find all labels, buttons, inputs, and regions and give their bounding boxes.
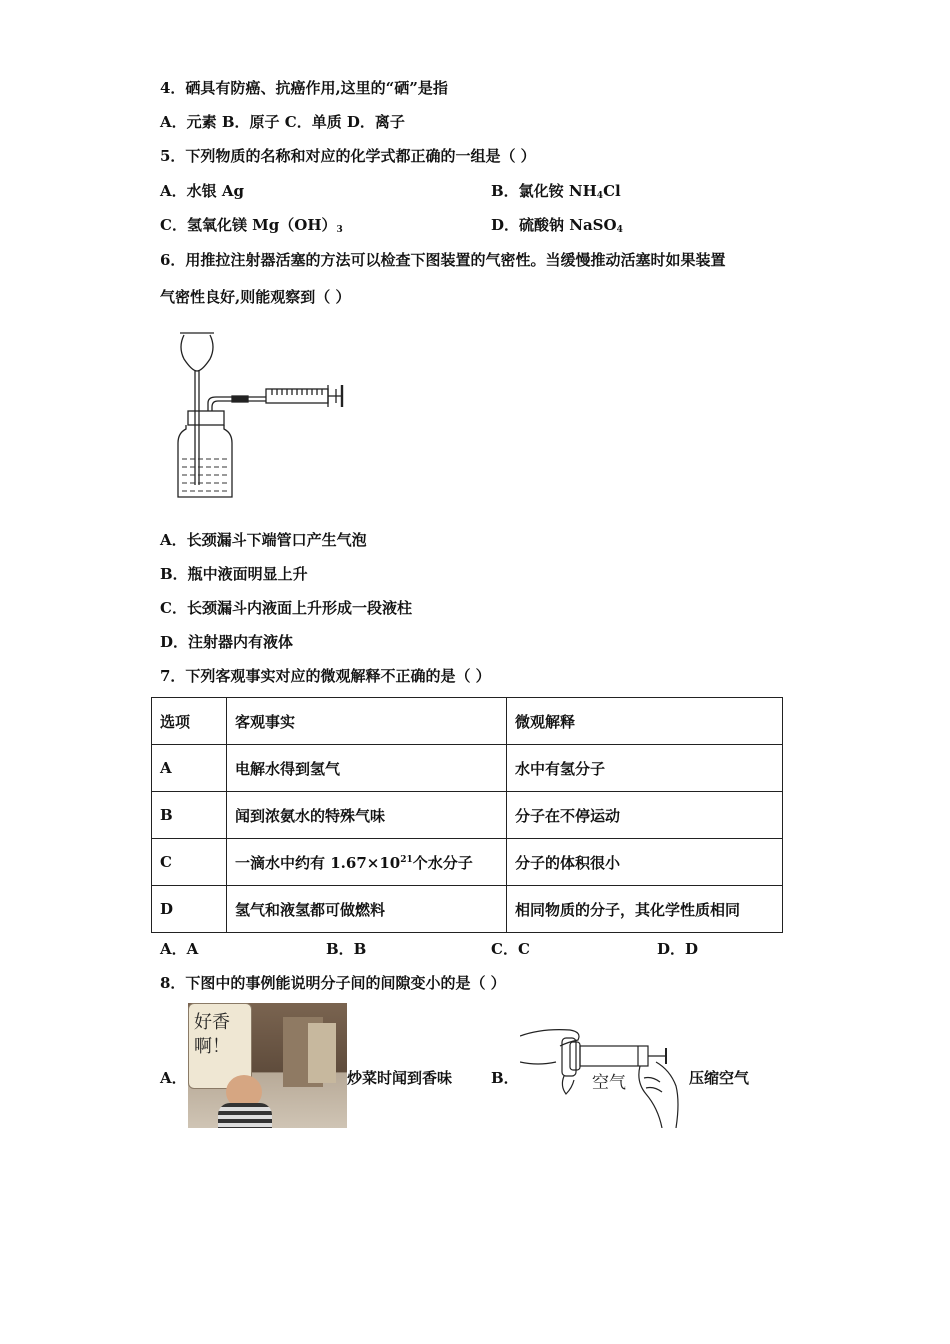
row-explanation: 分子的体积很小	[507, 839, 783, 886]
q6-option-b: B．瓶中液面明显上升	[160, 565, 308, 583]
q7-answer-a: A．A	[160, 940, 199, 958]
q8-option-a-text: 炒菜时闻到香味	[347, 1069, 453, 1087]
cooking-smell-photo	[188, 1003, 347, 1128]
q4-stem: 4．硒具有防癌、抗癌作用,这里的“硒”是指	[160, 79, 448, 97]
q7-table	[151, 697, 783, 933]
row-explanation: 水中有氢分子	[507, 745, 783, 792]
baby-shirt	[218, 1103, 272, 1128]
row-explanation: 分子在不停运动	[507, 792, 783, 839]
speech-bubble-text: 好香啊！	[194, 1012, 230, 1057]
q7-answer-b: B．B	[326, 940, 367, 958]
header-explanation: 微观解释	[507, 698, 783, 745]
q8-option-b-text: 压缩空气	[689, 1069, 750, 1087]
q6-stem-line2: 气密性良好,则能观察到（ ）	[160, 288, 351, 306]
row-fact: 闻到浓氨水的特殊气味	[227, 792, 507, 839]
q8-option-b-label: B．	[491, 1069, 519, 1087]
q4-options: A．元素 B．原子 C．单质 D．离子	[160, 113, 405, 131]
q8-stem: 8．下图中的事例能说明分子间的间隙变小的是（ ）	[160, 974, 506, 992]
q5-stem: 5．下列物质的名称和对应的化学式都正确的一组是（ ）	[160, 147, 536, 165]
compress-air-figure	[520, 1022, 680, 1128]
airtightness-apparatus-figure	[170, 325, 360, 505]
header-fact: 客观事实	[227, 698, 507, 745]
table-header-row	[152, 698, 783, 745]
q6-stem-line1: 6．用推拉注射器活塞的方法可以检查下图装置的气密性。当缓慢推动活塞时如果装置	[160, 251, 726, 269]
row-option: C	[152, 839, 227, 886]
table-row	[152, 886, 783, 933]
q7-stem: 7．下列客观事实对应的微观解释不正确的是（ ）	[160, 667, 491, 685]
header-option: 选项	[152, 698, 227, 745]
row-option: D	[152, 886, 227, 933]
q8-option-a-label: A．	[160, 1069, 187, 1087]
air-label: 空气	[592, 1073, 626, 1093]
row-option: B	[152, 792, 227, 839]
row-fact: 一滴水中约有 $1.67\times 10^{21}$个水分子	[227, 839, 507, 886]
table-row	[152, 839, 783, 886]
row-fact: 电解水得到氢气	[227, 745, 507, 792]
q5-option-a: A．水银 Ag	[160, 182, 244, 200]
q5-option-d: D．硫酸钠 NaSO$_4$	[491, 216, 623, 235]
q7-answer-d: D．D	[657, 940, 699, 958]
row-explanation: 相同物质的分子，其化学性质相同	[507, 886, 783, 933]
q6-option-a: A．长颈漏斗下端管口产生气泡	[160, 531, 367, 549]
q5-option-c: C．氢氧化镁 $Mg(OH)_3$	[160, 216, 343, 235]
q6-option-d: D．注射器内有液体	[160, 633, 294, 651]
table-row	[152, 745, 783, 792]
row-fact: 氢气和液氢都可做燃料	[227, 886, 507, 933]
q7-answer-c: C．C	[491, 940, 530, 958]
row-option: A	[152, 745, 227, 792]
table-row	[152, 792, 783, 839]
q5-option-b: B．氯化铵 $NH_4Cl$	[491, 182, 621, 201]
q6-option-c: C．长颈漏斗内液面上升形成一段液柱	[160, 599, 412, 617]
